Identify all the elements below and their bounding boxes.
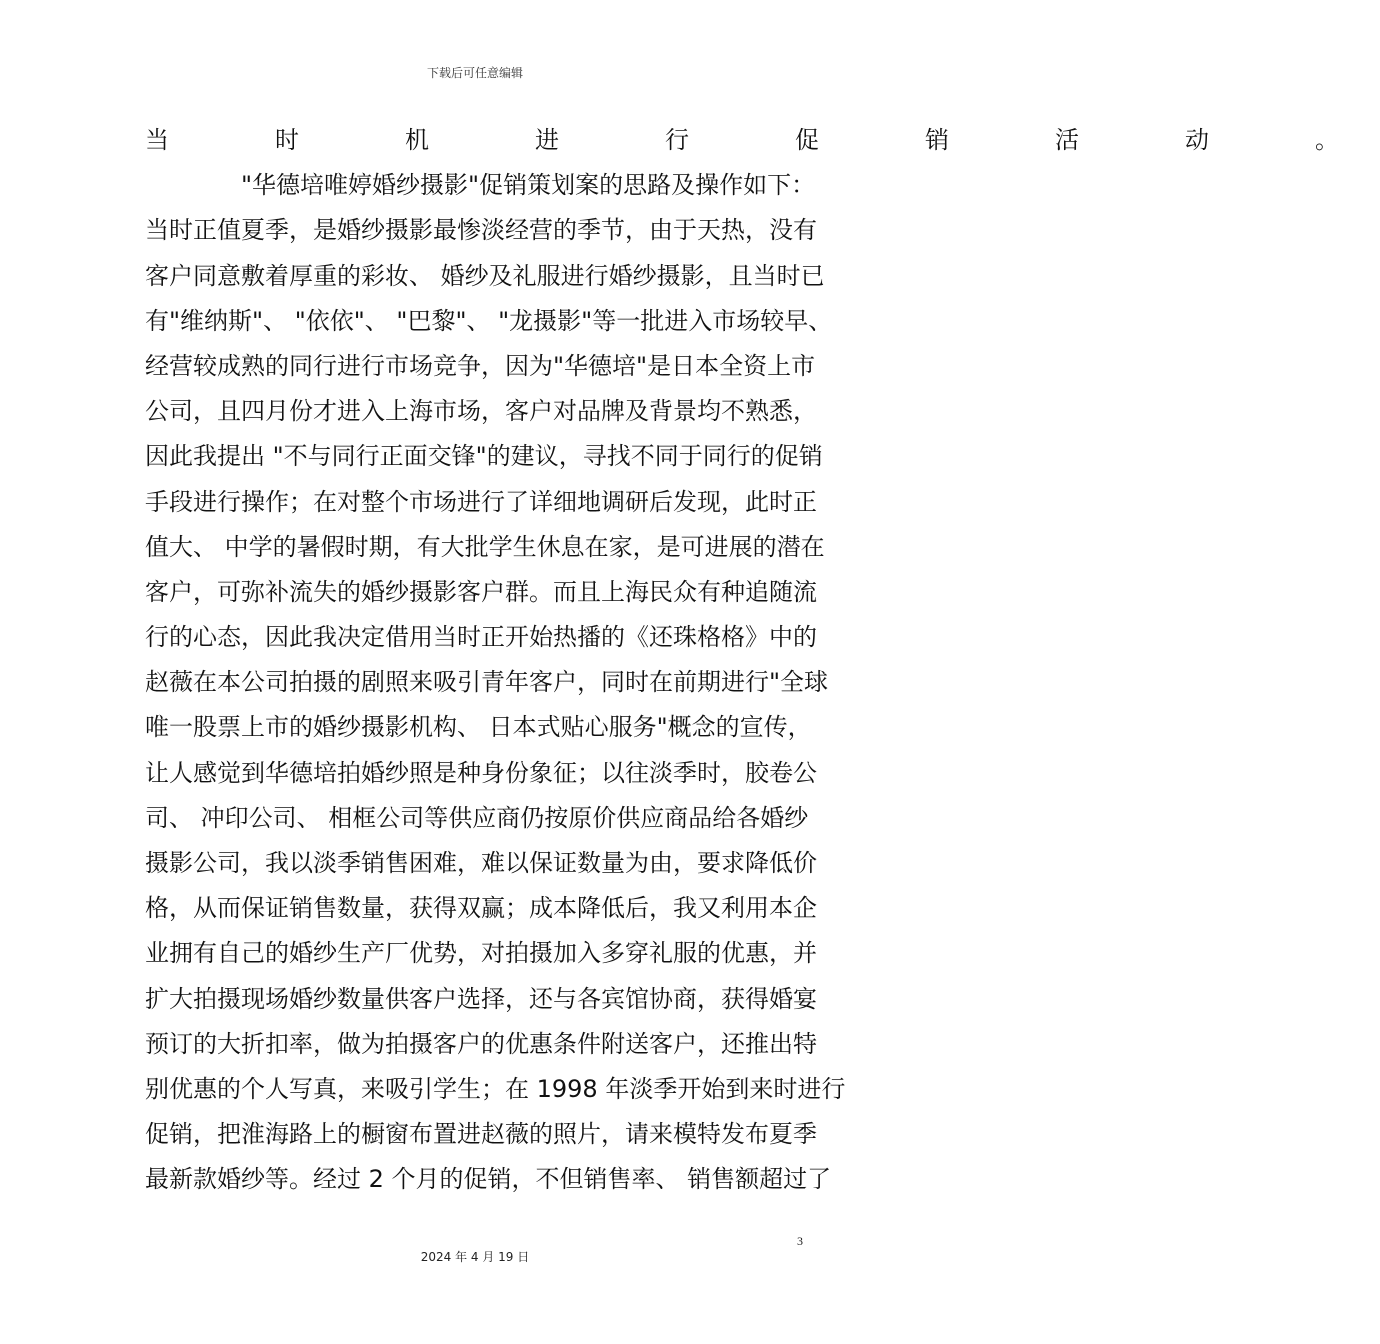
text-line-14: 唯一股票上市的婚纱摄影机构、 日本式贴心服务"概念的宣传， <box>145 713 812 742</box>
text-line-16: 司、 冲印公司、 相框公司等供应商仍按原价供应商品给各婚纱 <box>145 803 809 832</box>
text-line-22: 别优惠的个人写真，来吸引学生；在 1998 年淡季开始到来时进行 <box>145 1074 846 1103</box>
text-line-2: "华德培唯婷婚纱摄影"促销策划案的思路及操作如下： <box>241 171 816 200</box>
text-line-9: 手段进行操作；在对整个市场进行了详细地调研后发现，此时正 <box>145 487 817 516</box>
text-line-13: 赵薇在本公司拍摄的剧照来吸引青年客户，同时在前期进行"全球 <box>145 668 829 697</box>
text-line-10: 值大、 中学的暑假时期，有大批学生休息在家，是可进展的潜在 <box>145 532 825 561</box>
text-line-24: 最新款婚纱等。经过 2 个月的促销，不但销售率、 销售额超过了 <box>145 1165 832 1194</box>
text-line-20: 扩大拍摄现场婚纱数量供客户选择，还与各宾馆协商，获得婚宴 <box>145 984 817 1013</box>
text-line-15: 让人感觉到华德培拍婚纱照是种身份象征；以往淡季时，胶卷公 <box>145 758 817 787</box>
text-line-7: 公司，且四月份才进入上海市场，客户对品牌及背景均不熟悉， <box>145 397 817 426</box>
text-line-12: 行的心态，因此我决定借用当时正开始热播的《还珠格格》中的 <box>145 623 817 652</box>
text-line-21: 预订的大折扣率，做为拍摄客户的优惠条件附送客户，还推出特 <box>145 1029 817 1058</box>
text-line-8: 因此我提出 "不与同行正面交锋"的建议，寻找不同于同行的促销 <box>145 442 823 471</box>
text-line-23: 促销，把淮海路上的橱窗布置进赵薇的照片，请来模特发布夏季 <box>145 1120 817 1149</box>
page-footer-date: 2024 年 4 月 19 日 <box>420 1250 530 1264</box>
text-line-11: 客户，可弥补流失的婚纱摄影客户群。而且上海民众有种追随流 <box>145 577 817 606</box>
document-body <box>145 118 1380 1203</box>
text-line-1: 当 时 机 进 行 促 销 活 动 。 <box>145 126 1380 154</box>
text-line-17: 摄影公司，我以淡季销售困难，难以保证数量为由，要求降低价 <box>145 849 817 877</box>
text-line-18: 格，从而保证销售数量，获得双赢；成本降低后，我又利用本企 <box>145 894 817 923</box>
text-line-3: 当时正值夏季，是婚纱摄影最惨淡经营的季节，由于天热，没有 <box>145 216 817 245</box>
text-line-5: 有"维纳斯"、 "依依"、 "巴黎"、 "龙摄影"等一批进入市场较早、 <box>145 306 833 335</box>
text-line-6: 经营较成熟的同行进行市场竞争，因为"华德培"是日本全资上市 <box>145 351 816 380</box>
text-line-19: 业拥有自己的婚纱生产厂优势，对拍摄加入多穿礼服的优惠，并 <box>145 939 817 968</box>
text-line-4: 客户同意敷着厚重的彩妆、 婚纱及礼服进行婚纱摄影，且当时已 <box>145 261 825 290</box>
page-header: 下载后可任意编辑 <box>426 66 523 80</box>
page-number: 3 <box>797 1234 803 1248</box>
